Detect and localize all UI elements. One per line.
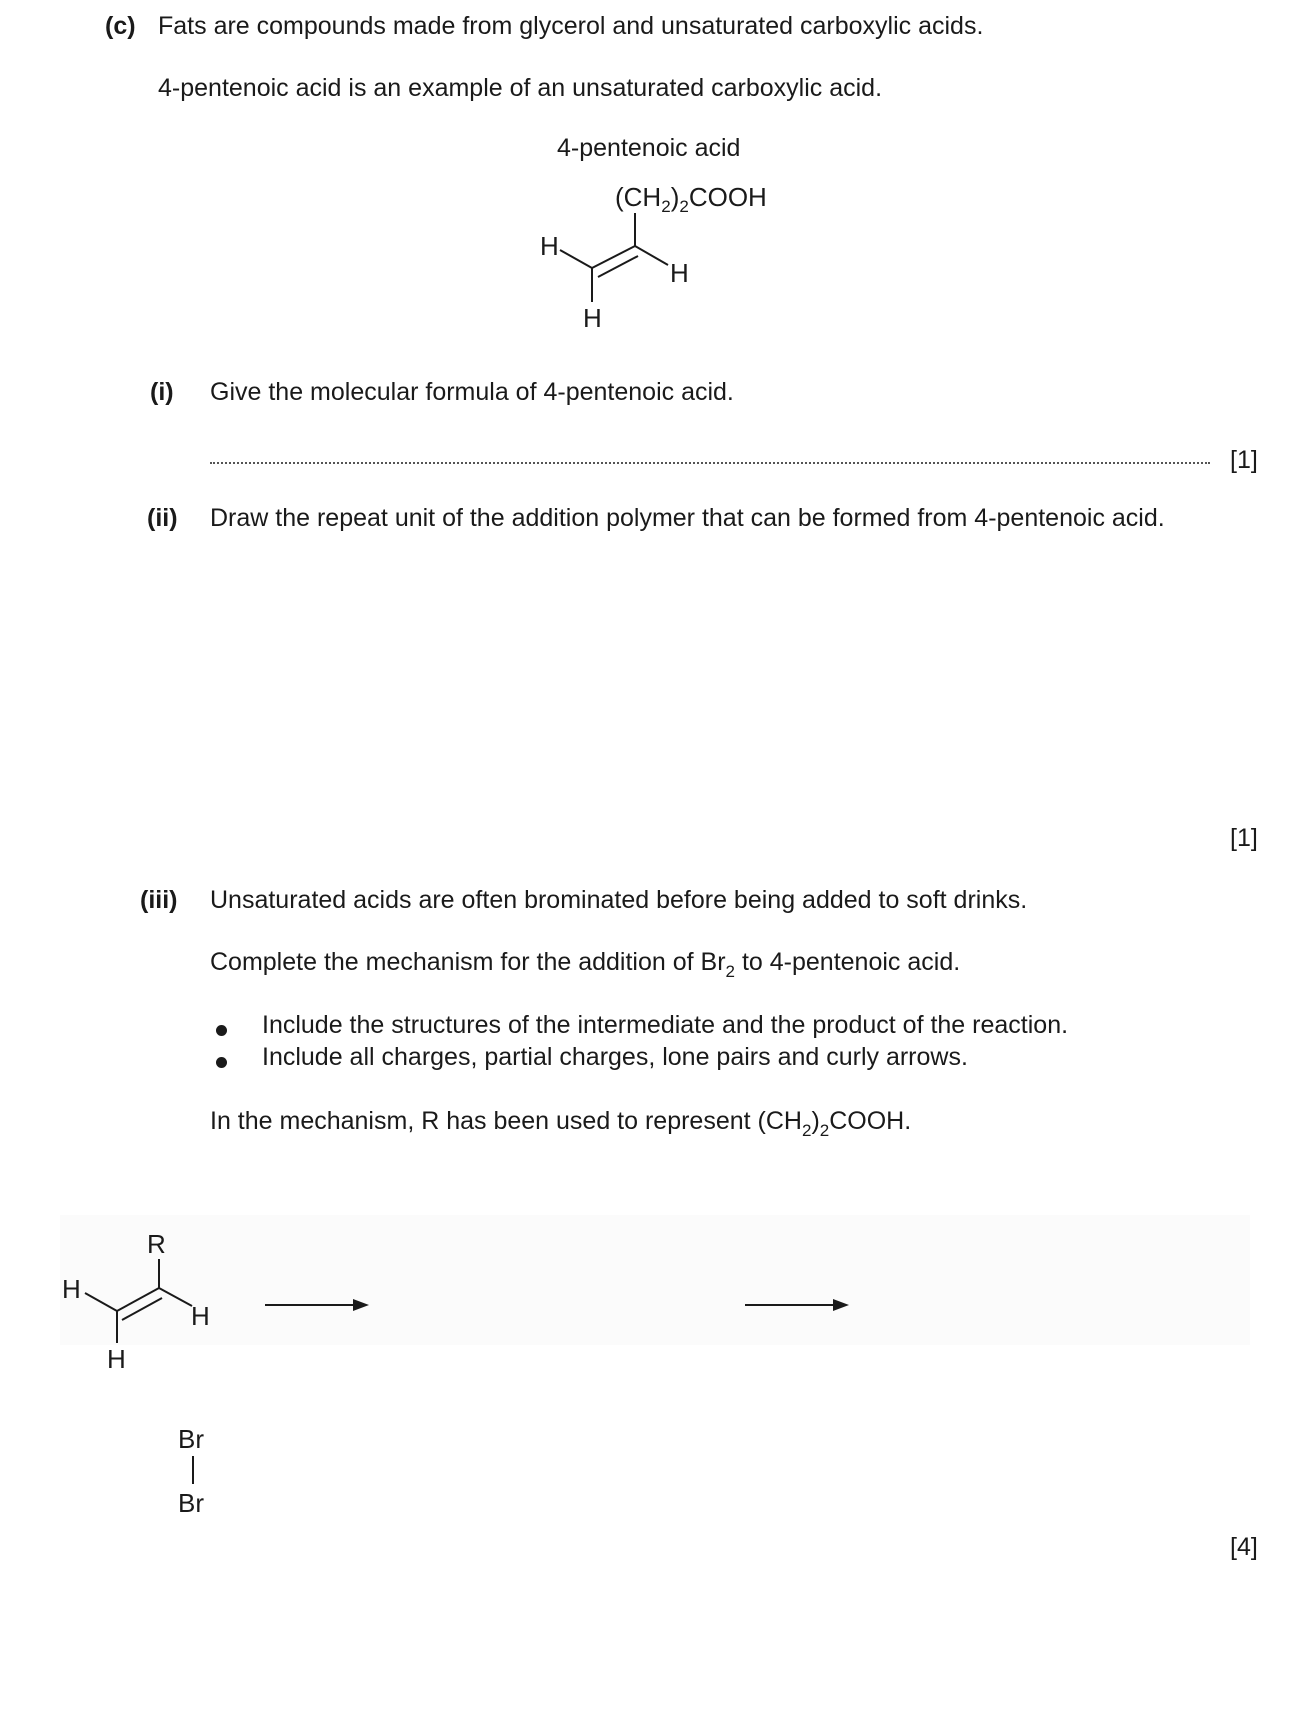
part-iii-label: (iii): [140, 886, 178, 914]
mechanism-h-bottom: H: [107, 1344, 126, 1374]
part-iii-instruction: Complete the mechanism for the addition of $Br_2$ to 4-pentenoic acid.: [210, 948, 961, 981]
structure-h-right: H: [670, 258, 689, 288]
part-ii-text: Draw the repeat unit of the addition polymer that can be formed from 4-pentenoic acid.: [210, 504, 1165, 532]
part-ii-label: (ii): [147, 504, 178, 532]
part-i-marks: [1]: [1230, 446, 1258, 474]
br-top: Br: [178, 1424, 204, 1454]
part-iii-marks: [4]: [1230, 1533, 1258, 1561]
structure-h-left: H: [540, 231, 559, 261]
intro-text: Fats are compounds made from glycerol and unsaturated carboxylic acids.: [158, 12, 984, 40]
bullet-item: Include all charges, partial charges, lone pairs and curly arrows.: [262, 1043, 968, 1071]
part-label: (c): [105, 12, 136, 40]
reaction-arrow: [745, 1295, 855, 1315]
mechanism-h-left: H: [62, 1274, 81, 1304]
structure-h-bottom: H: [583, 303, 602, 333]
br-bottom: Br: [178, 1488, 204, 1518]
bullet-dot: [216, 1025, 227, 1036]
reaction-arrow: [265, 1295, 375, 1315]
bullet-item: Include the structures of the intermediate and the product of the reaction.: [262, 1011, 1069, 1039]
pentenoic-acid-structure: [520, 180, 780, 340]
mechanism-alkene: [55, 1225, 255, 1395]
mechanism-h-right: H: [191, 1301, 210, 1331]
part-ii-marks: [1]: [1230, 824, 1258, 852]
part-i-text: Give the molecular formula of 4-pentenoic acid.: [210, 378, 734, 406]
part-i-answer-line[interactable]: [210, 462, 1210, 464]
structure-substituent: $(CH_2)_2COOH$: [615, 182, 767, 216]
structure-title: 4-pentenoic acid: [557, 134, 741, 162]
r-note: In the mechanism, R has been used to represent $(CH_2)_2COOH$.: [210, 1107, 912, 1140]
part-i-label: (i): [150, 378, 174, 406]
example-text: 4-pentenoic acid is an example of an unsaturated carboxylic acid.: [158, 74, 883, 102]
mechanism-r: R: [147, 1229, 166, 1259]
part-iii-text: Unsaturated acids are often brominated before being added to soft drinks.: [210, 886, 1028, 914]
bromine-molecule: [170, 1420, 230, 1530]
bullet-dot: [216, 1057, 227, 1068]
